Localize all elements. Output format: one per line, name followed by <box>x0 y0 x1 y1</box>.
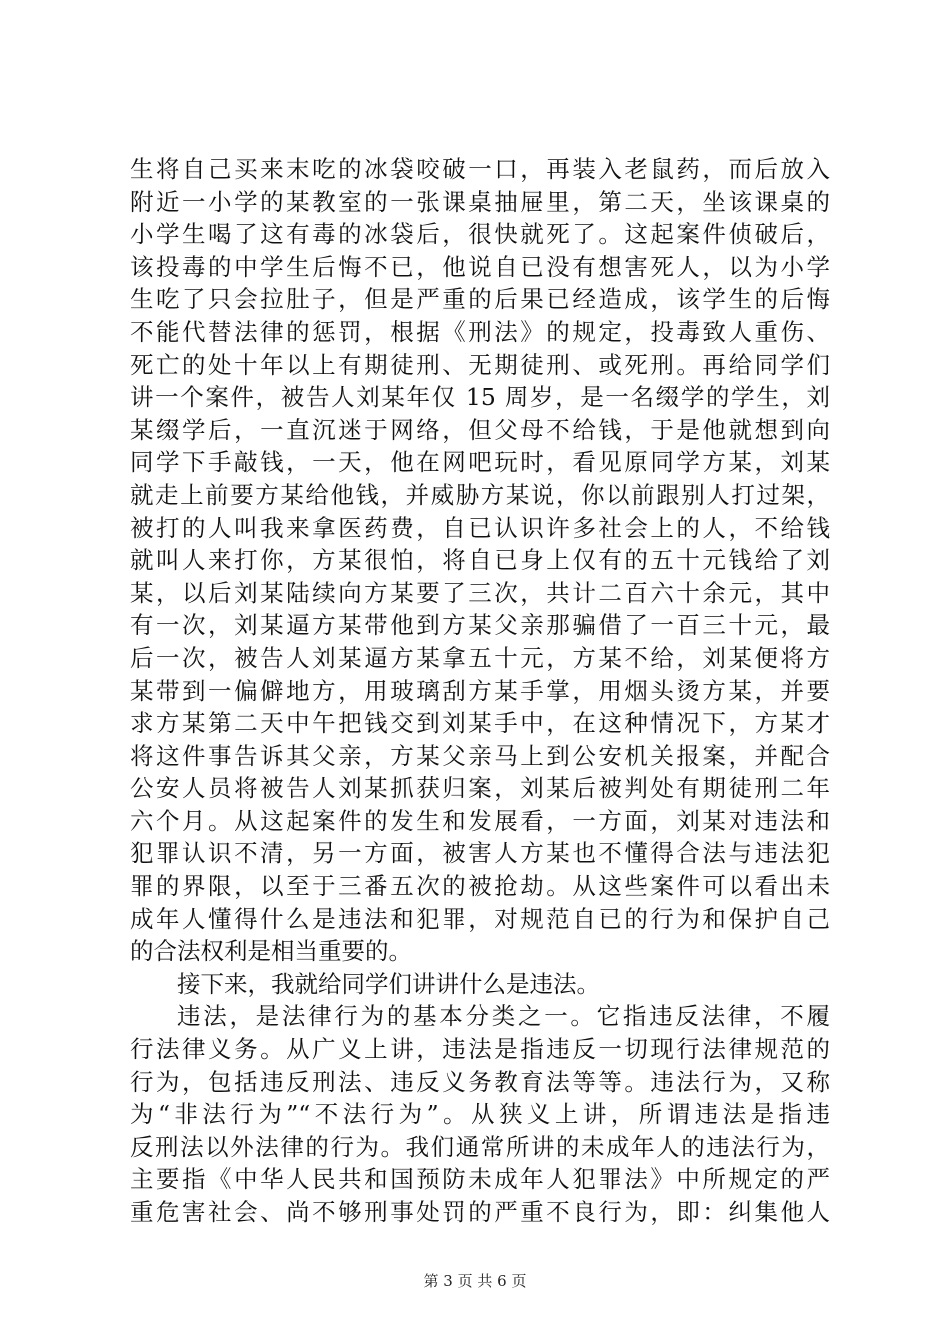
text-line: 不能代替法律的惩罚，根据《刑法》的规定，投毒致人重伤、 <box>130 317 830 346</box>
text-line: 成年人懂得什么是违法和犯罪，对规范自已的行为和保护自己 <box>130 904 830 933</box>
text-line: 行法律义务。从广义上讲，违法是指违反一切现行法律规范的 <box>130 1035 830 1064</box>
text-line: 重危害社会、尚不够刑事处罚的严重不良行为，即：纠集他人 <box>130 1198 830 1226</box>
page-footer: 第 3 页 共 6 页 <box>423 1272 527 1290</box>
text-line: 求方某第二天中午把钱交到刘某手中，在这种情况下，方某才 <box>130 709 830 738</box>
text-line: 有一次，刘某逼方某带他到方某父亲那骗借了一百三十元，最 <box>130 611 830 640</box>
text-line: 死亡的处十年以上有期徒刑、无期徒刑、或死刑。再给同学们 <box>130 350 830 379</box>
text-line: 同学下手敲钱，一天，他在网吧玩时，看见原同学方某，刘某 <box>130 448 830 477</box>
text-line: 六个月。从这起案件的发生和发展看，一方面，刘某对违法和 <box>130 806 830 835</box>
text-line: 某缀学后，一直沉迷于网络，但父母不给钱，于是他就想到向 <box>130 415 830 444</box>
text-line: 后一次，被告人刘某逼方某拿五十元，方某不给，刘某便将方 <box>130 643 830 672</box>
text-line: 将这件事告诉其父亲，方某父亲马上到公安机关报案，并配合 <box>130 741 830 770</box>
text-line: 反刑法以外法律的行为。我们通常所讲的未成年人的违法行为， <box>130 1132 830 1161</box>
text-line: 罪的界限，以至于三番五次的被抢劫。从这些案件可以看出未 <box>130 872 830 901</box>
text-line: 该投毒的中学生后悔不已，他说自已没有想害死人，以为小学 <box>130 252 830 281</box>
text-line: 公安人员将被告人刘某抓获归案，刘某后被判处有期徒刑二年 <box>130 774 830 803</box>
text-line: 小学生喝了这有毒的冰袋后，很快就死了。这起案件侦破后， <box>130 220 830 249</box>
text-line: 就叫人来打你，方某很怕，将自已身上仅有的五十元钱给了刘 <box>130 546 830 575</box>
text-line: 就走上前要方某给他钱，并威胁方某说，你以前跟别人打过架， <box>130 480 830 509</box>
text-line: 被打的人叫我来拿医药费，自已认识许多社会上的人，不给钱 <box>130 513 830 542</box>
text-line: 附近一小学的某教室的一张课桌抽屉里，第二天，坐该课桌的 <box>130 187 830 216</box>
text-line: 生吃了只会拉肚子，但是严重的后果已经造成，该学生的后悔 <box>130 285 830 314</box>
text-line: 为“非法行为”“不法行为”。从狭义上讲，所谓违法是指违 <box>130 1100 830 1129</box>
text-line: 违法，是法律行为的基本分类之一。它指违反法律，不履 <box>177 1002 830 1031</box>
text-line: 接下来，我就给同学们讲讲什么是违法。 <box>177 969 600 998</box>
text-line: 讲一个案件，被告人刘某年仅 15 周岁，是一名缀学的学生，刘 <box>130 383 830 412</box>
body-text <box>130 153 830 1229</box>
text-line: 行为，包括违反刑法、违反义务教育法等等。违法行为，又称 <box>130 1067 830 1096</box>
text-line: 某，以后刘某陆续向方某要了三次，共计二百六十余元，其中 <box>130 578 830 607</box>
text-line: 主要指《中华人民共和国预防未成年人犯罪法》中所规定的严 <box>130 1165 830 1194</box>
text-line: 生将自己买来末吃的冰袋咬破一口，再装入老鼠药，而后放入 <box>130 155 830 183</box>
text-line: 的合法权利是相当重要的。 <box>130 937 412 966</box>
text-line: 犯罪认识不清，另一方面，被害人方某也不懂得合法与违法犯 <box>130 839 830 868</box>
text-line: 某带到一偏僻地方，用玻璃刮方某手掌，用烟头烫方某，并要 <box>130 676 830 705</box>
